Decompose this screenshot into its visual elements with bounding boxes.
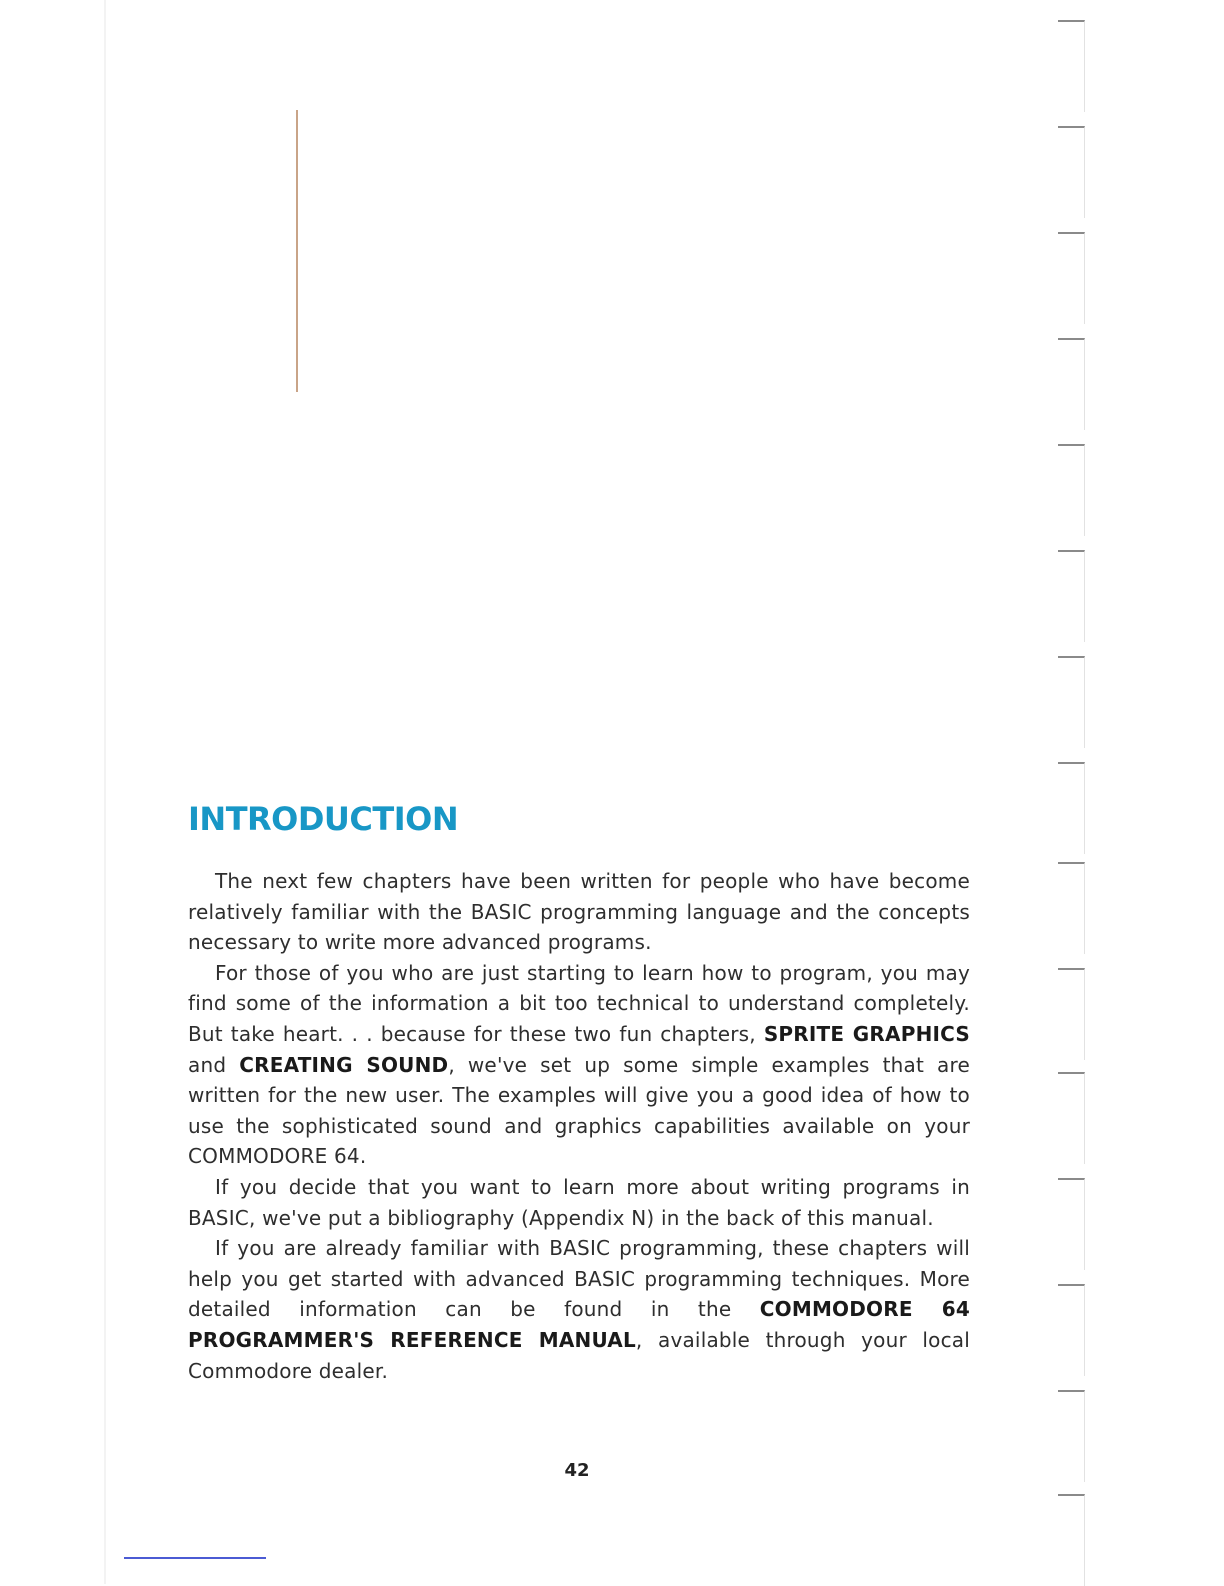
- paragraph: [188, 958, 970, 1172]
- text-run: , available through your local Commodore dealer.: [188, 1327, 970, 1383]
- text-run: The next few chapters have been written for people who have become relatively familiar with the BASIC programming language and the concepts necessary to write more advanced programs.: [188, 869, 970, 955]
- index-tab: [1058, 1284, 1085, 1376]
- page-number: 42: [564, 1460, 590, 1481]
- index-tab: [1058, 1494, 1085, 1586]
- text-run: For those of you who are just starting to learn how to program, you may find some of the information a bit too technical to understand completely. But take heart. . . because for these two fun chapters,: [188, 960, 970, 1046]
- bottom-link-underline: [124, 1557, 266, 1559]
- text-run: If you are already familiar with BASIC programming, these chapters will help you get started with advanced BASIC programming techniques. More detailed information can be found in the: [188, 1236, 970, 1322]
- index-tab: [1058, 762, 1085, 854]
- text-run: and: [188, 1052, 240, 1077]
- page-title: INTRODUCTION: [188, 800, 459, 838]
- index-tab: [1058, 550, 1085, 642]
- index-tab: [1058, 1390, 1085, 1482]
- decorative-vertical-rule: [296, 110, 298, 392]
- bold-term: CREATING SOUND: [239, 1052, 449, 1077]
- index-tabs: [1058, 0, 1098, 1584]
- paragraph: [188, 1172, 970, 1233]
- paragraph: [188, 1233, 970, 1386]
- index-tab: [1058, 1178, 1085, 1270]
- text-run: , we've set up some simple examples that are written for the new user. The examples will give you a good idea of how to use the sophisticated sound and graphics capabilities available on your COMMODORE 64.: [188, 1052, 970, 1169]
- bold-term: SPRITE GRAPHICS: [763, 1021, 970, 1046]
- index-tab: [1058, 656, 1085, 748]
- index-tab: [1058, 862, 1085, 954]
- index-tab: [1058, 232, 1085, 324]
- body-text: [188, 866, 970, 1386]
- index-tab: [1058, 444, 1085, 536]
- bold-term: COMMODORE 64 PROGRAMMER'S REFERENCE MANUAL: [188, 1297, 970, 1352]
- index-tab: [1058, 338, 1085, 430]
- index-tab: [1058, 968, 1085, 1060]
- paragraph: [188, 866, 970, 958]
- index-tab: [1058, 20, 1085, 112]
- text-run: If you decide that you want to learn more about writing programs in BASIC, we've put a bibliography (Appendix N) in the back of this manual.: [188, 1174, 970, 1230]
- index-tab: [1058, 1072, 1085, 1164]
- page-edge: [104, 0, 106, 1584]
- index-tab: [1058, 126, 1085, 218]
